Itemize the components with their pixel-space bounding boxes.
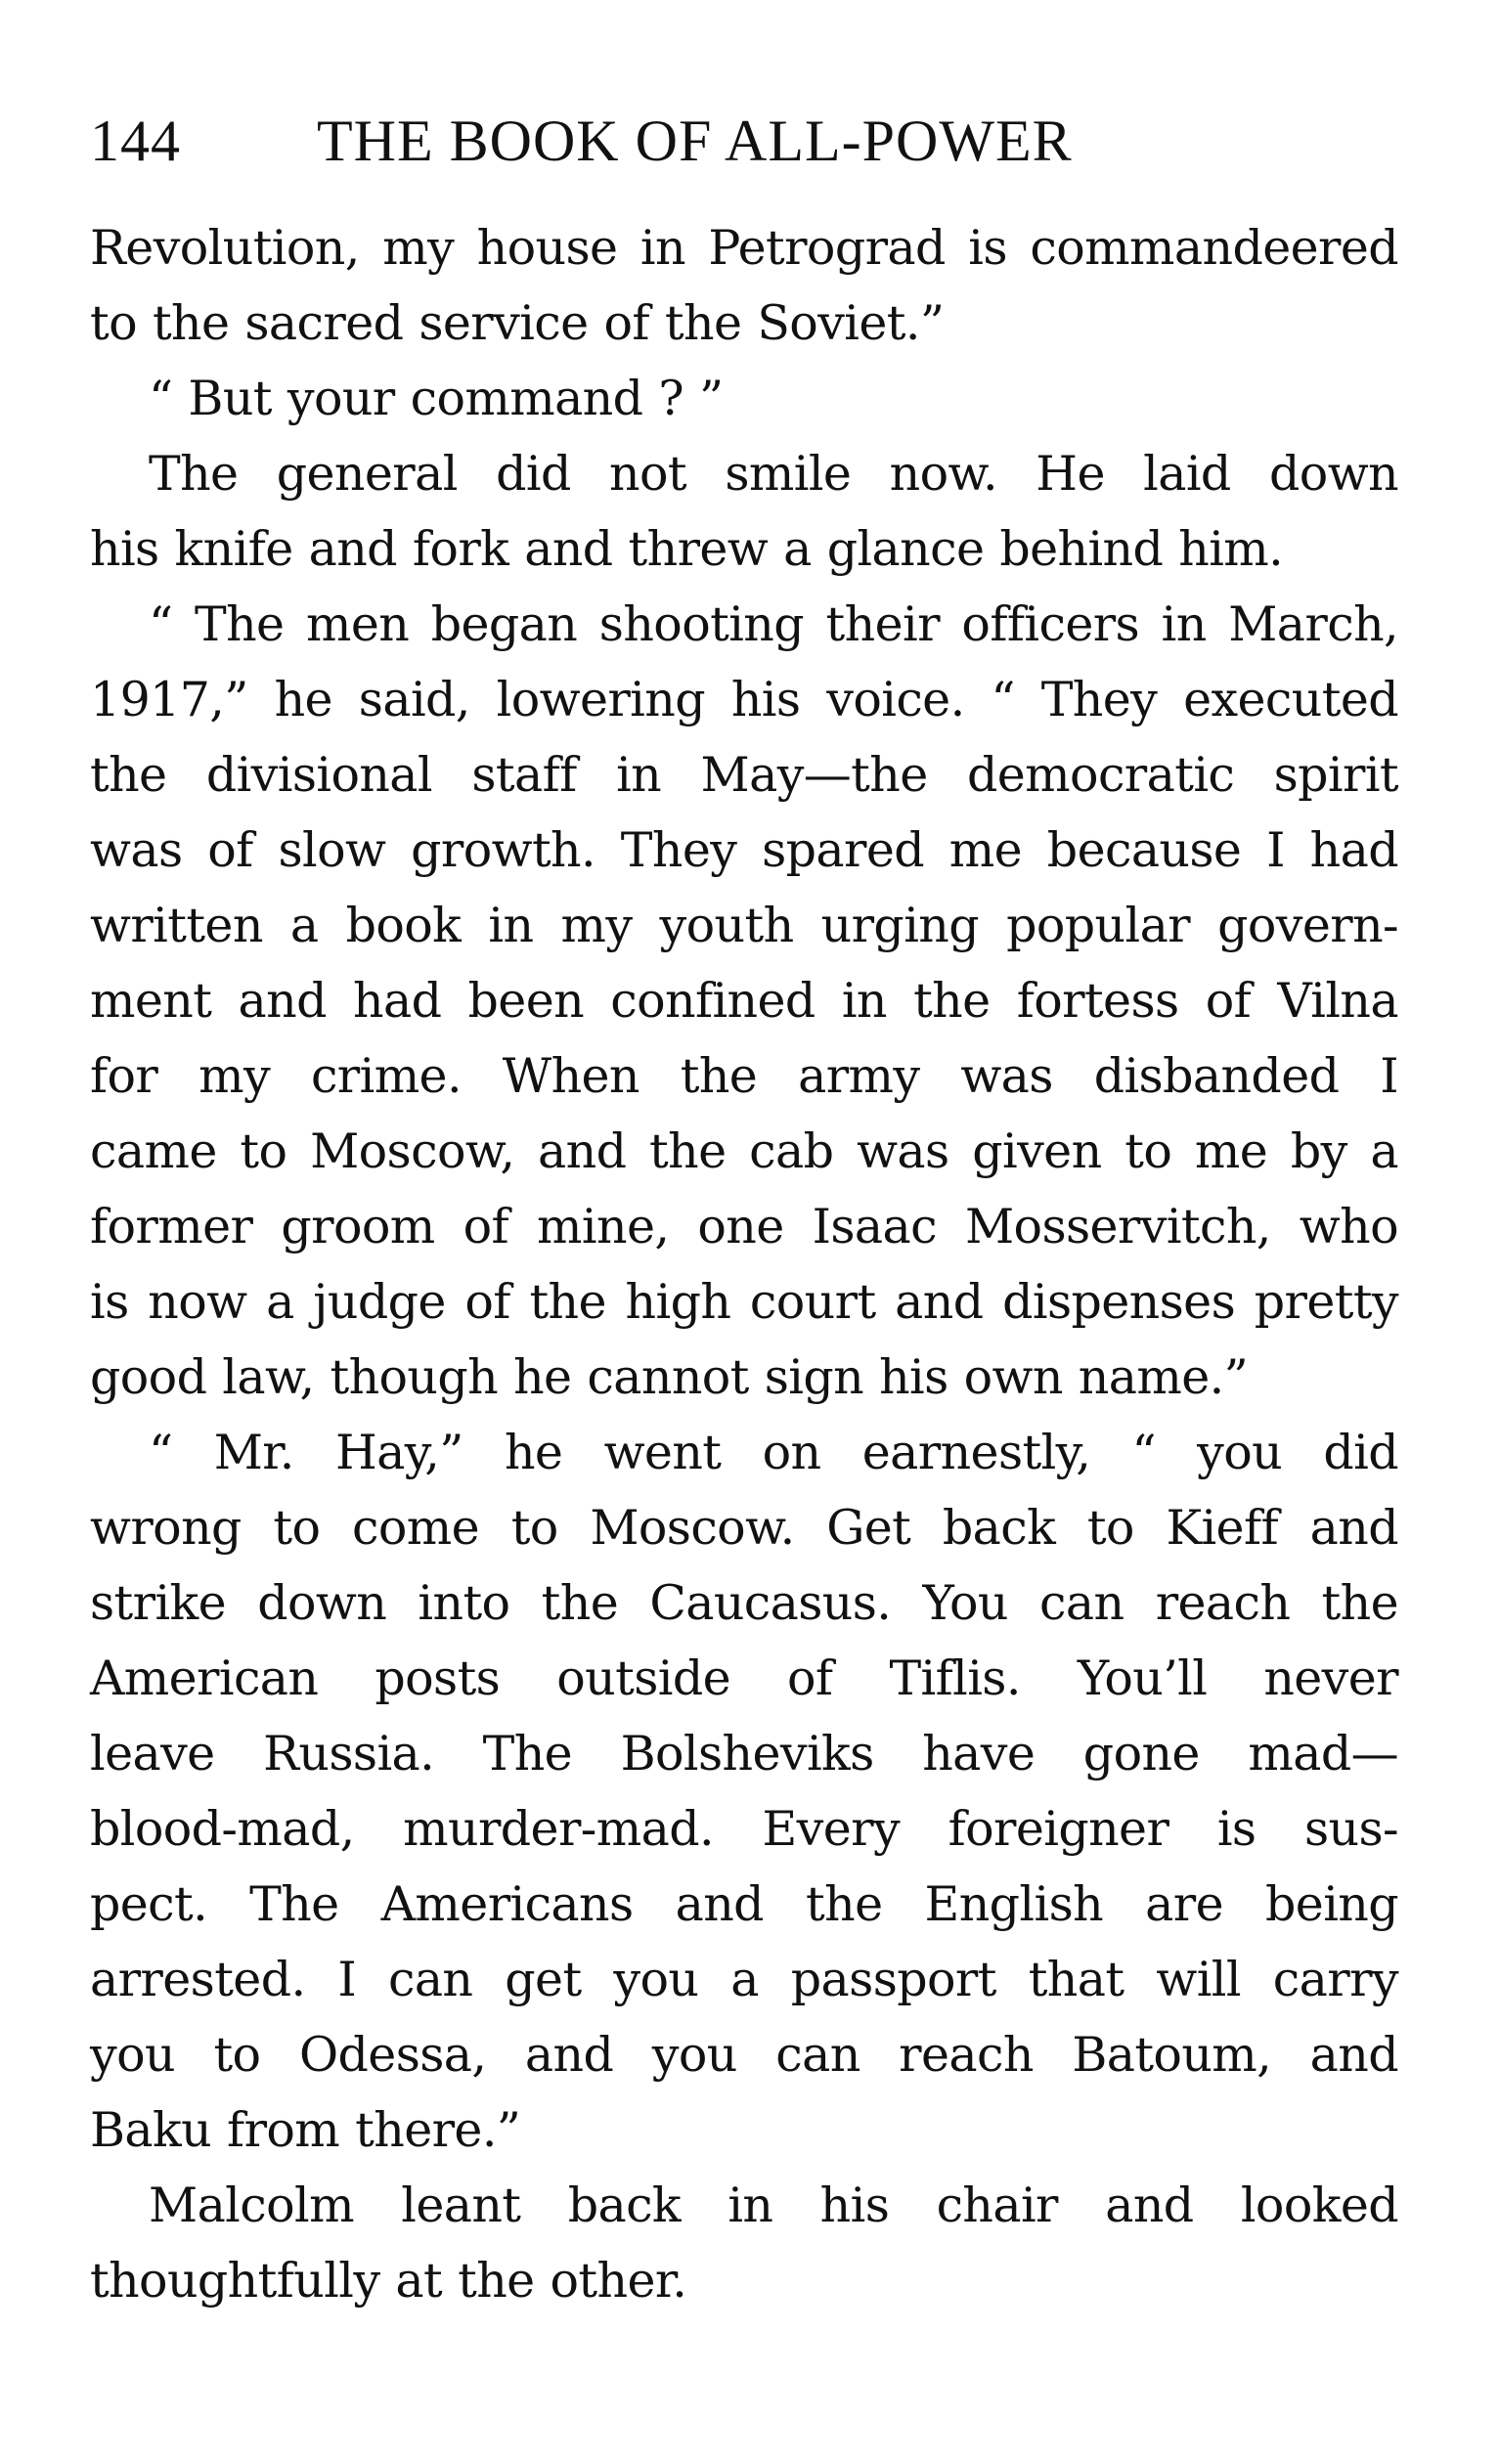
text-line: “ Mr. Hay,” he went on earnestly, “ you did [149, 1425, 1398, 1480]
text-line: came to Moscow, and the cab was given to me by a [90, 1123, 1398, 1179]
text-line: blood-mad, murder-mad. Every foreigner is sus- [90, 1801, 1398, 1857]
text-line: was of slow growth. They spared me because I had [90, 822, 1398, 878]
text-line: for my crime. When the army was disbanded I [90, 1048, 1398, 1104]
page-number: 144 [90, 109, 181, 173]
text-line: leave Russia. The Bolsheviks have gone mad— [90, 1726, 1398, 1782]
text-line: Revolution, my house in Petrograd is commandeered [90, 220, 1398, 276]
running-title: THE BOOK OF ALL-POWER [317, 109, 1073, 173]
text-line: ment and had been confined in the fortess of Vilna [90, 973, 1398, 1029]
text-line: pect. The Americans and the English are being [90, 1876, 1398, 1932]
text-line: Baku from there.” [90, 2102, 521, 2158]
text-line: the divisional staff in May—the democratic spirit [90, 747, 1398, 803]
text-line: “ But your command ? ” [149, 371, 724, 426]
text-line: 1917,” he said, lowering his voice. “ They executed [90, 672, 1398, 727]
text-line: thoughtfully at the other. [90, 2253, 687, 2309]
text-line: to the sacred service of the Soviet.” [90, 295, 945, 351]
body-text [90, 210, 1398, 2318]
text-line: strike down into the Caucasus. You can reach the [90, 1575, 1398, 1631]
text-line: written a book in my youth urging popular govern- [90, 898, 1398, 953]
text-line: you to Odessa, and you can reach Batoum, and [90, 2027, 1398, 2083]
text-line: former groom of mine, one Isaac Mosservitch, who [90, 1199, 1398, 1254]
text-line: good law, though he cannot sign his own name.” [90, 1349, 1249, 1405]
text-line: arrested. I can get you a passport that will carry [90, 1952, 1398, 2007]
text-line: “ The men began shooting their officers in March, [149, 596, 1398, 652]
text-line: The general did not smile now. He laid down [149, 446, 1398, 502]
running-head [90, 102, 1400, 180]
text-line: is now a judge of the high court and dispenses pretty [90, 1274, 1398, 1330]
text-line: American posts outside of Tiflis. You’ll never [90, 1650, 1398, 1706]
text-line: wrong to come to Moscow. Get back to Kieff and [90, 1500, 1398, 1556]
text-line: his knife and fork and threw a glance behind him. [90, 521, 1284, 577]
text-line: Malcolm leant back in his chair and looked [149, 2178, 1398, 2233]
